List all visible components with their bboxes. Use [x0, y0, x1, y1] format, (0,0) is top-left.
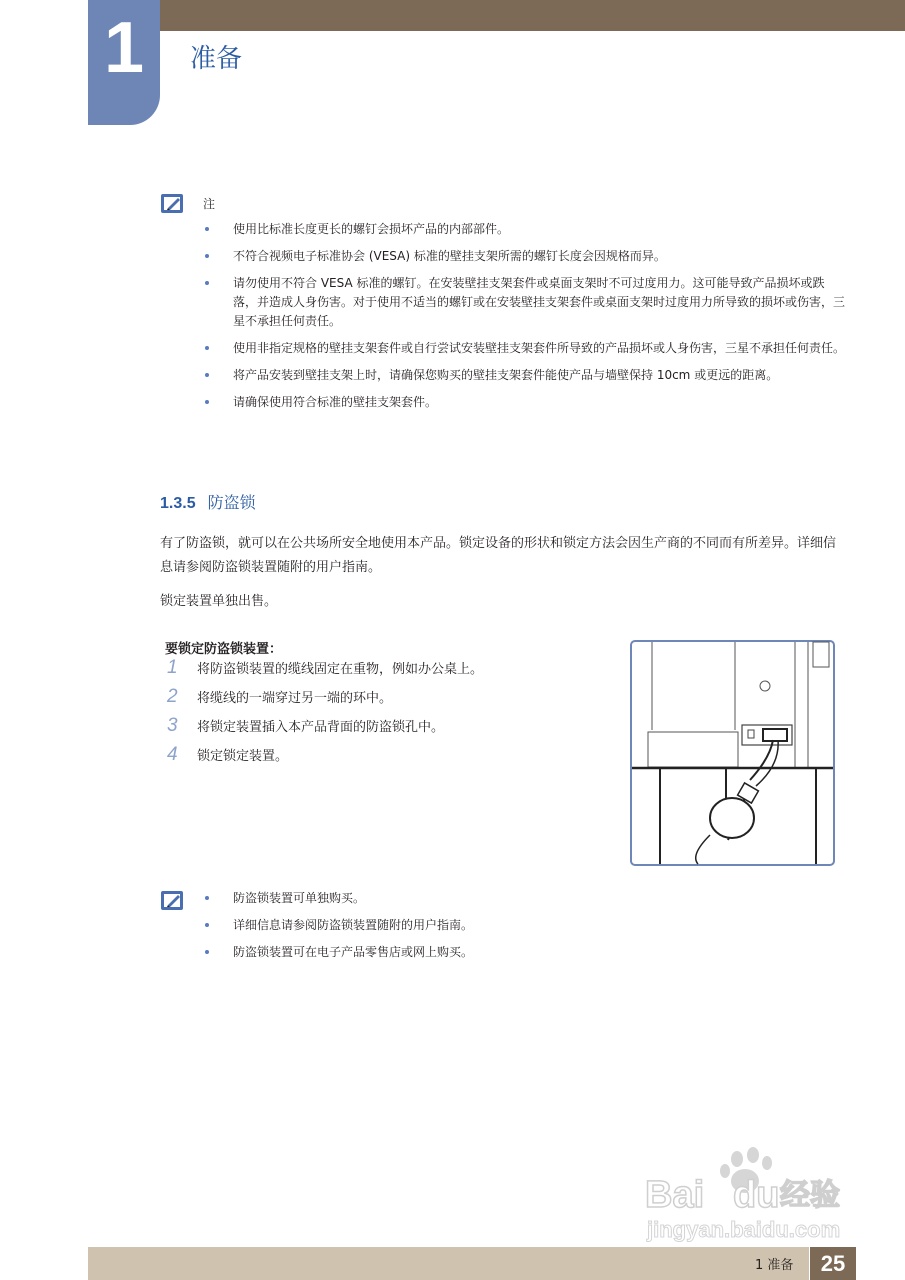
step-number: 1: [167, 657, 178, 678]
list-item: 防盗锁装置可在电子产品零售店或网上购买。: [205, 943, 845, 962]
bullet-icon: [205, 227, 209, 231]
list-item: 请勿使用不符合 VESA 标准的螺钉。在安装壁挂支架套件或桌面支架时不可过度用力。这可能导致产品损坏或跌落，并造成人身伤害。对于使用不适当的螺钉或在安装壁挂支架套件或桌面支架时过度用力所导致的损坏或伤害，三星不承担任何责任。: [205, 274, 845, 331]
watermark-brand: Bai: [645, 1174, 705, 1216]
chapter-title: 准备: [190, 44, 243, 74]
step-item: 2 将缆线的一端穿过另一端的环中。: [167, 686, 393, 707]
note-list: [205, 220, 845, 420]
note-icon: [160, 193, 186, 215]
bullet-icon: [205, 346, 209, 350]
watermark-brand-2: du: [733, 1174, 780, 1216]
watermark-cn: 经验: [780, 1178, 840, 1213]
list-item: 详细信息请参阅防盗锁装置随附的用户指南。: [205, 916, 845, 935]
page-number: 25: [810, 1247, 856, 1280]
bullet-icon: [205, 281, 209, 285]
step-number: 3: [167, 715, 178, 736]
section-paragraph-2: 锁定装置单独出售。: [160, 594, 278, 609]
section-paragraph: 有了防盗锁，就可以在公共场所安全地使用本产品。锁定设备的形状和锁定方法会因生产商的不同而有所差异。详细信息请参阅防盗锁装置随附的用户指南。: [160, 536, 837, 575]
chapter-number: 1: [103, 8, 145, 88]
list-item: 不符合视频电子标准协会 (VESA) 标准的壁挂支架所需的螺钉长度会因规格而异。: [205, 247, 845, 266]
steps-title: 要锁定防盗锁装置：: [165, 642, 283, 657]
bullet-icon: [205, 254, 209, 258]
list-item: 请确保使用符合标准的壁挂支架套件。: [205, 393, 845, 412]
bullet-icon: [205, 896, 209, 900]
footer-chapter-label: 1 准备: [755, 1258, 794, 1273]
watermark-logo: [645, 1145, 855, 1245]
chapter-tab: [88, 0, 160, 125]
step-item: 4 锁定锁定装置。: [167, 744, 289, 765]
bullet-icon: [205, 923, 209, 927]
step-number: 4: [167, 744, 178, 765]
list-item: 使用比标准长度更长的螺钉会损坏产品的内部部件。: [205, 220, 845, 239]
note-list-2: [205, 889, 845, 970]
step-number: 2: [167, 686, 178, 707]
bullet-icon: [205, 400, 209, 404]
list-item: 防盗锁装置可单独购买。: [205, 889, 845, 908]
steps-list: [165, 658, 483, 774]
section-title: 防盗锁: [207, 493, 256, 512]
kensington-lock-illustration: [630, 640, 835, 866]
note-label: 注: [203, 197, 216, 211]
bullet-icon: [205, 373, 209, 377]
watermark-url: jingyan.baidu.com: [647, 1217, 841, 1242]
note-icon: [160, 890, 186, 912]
step-item: 3 将锁定装置插入本产品背面的防盗锁孔中。: [167, 715, 445, 736]
section-number: 1.3.5: [160, 495, 196, 512]
section-heading: [160, 490, 256, 513]
header-bar: [155, 0, 905, 31]
bullet-icon: [205, 950, 209, 954]
footer-bar: [88, 1247, 809, 1280]
list-item: 将产品安装到壁挂支架上时，请确保您购买的壁挂支架套件能使产品与墙壁保持 10cm 或更远的距离。: [205, 366, 845, 385]
list-item: 使用非指定规格的壁挂支架套件或自行尝试安装壁挂支架套件所导致的产品损坏或人身伤害，三星不承担任何责任。: [205, 339, 845, 358]
step-item: 1 将防盗锁装置的缆线固定在重物，例如办公桌上。: [167, 657, 484, 678]
